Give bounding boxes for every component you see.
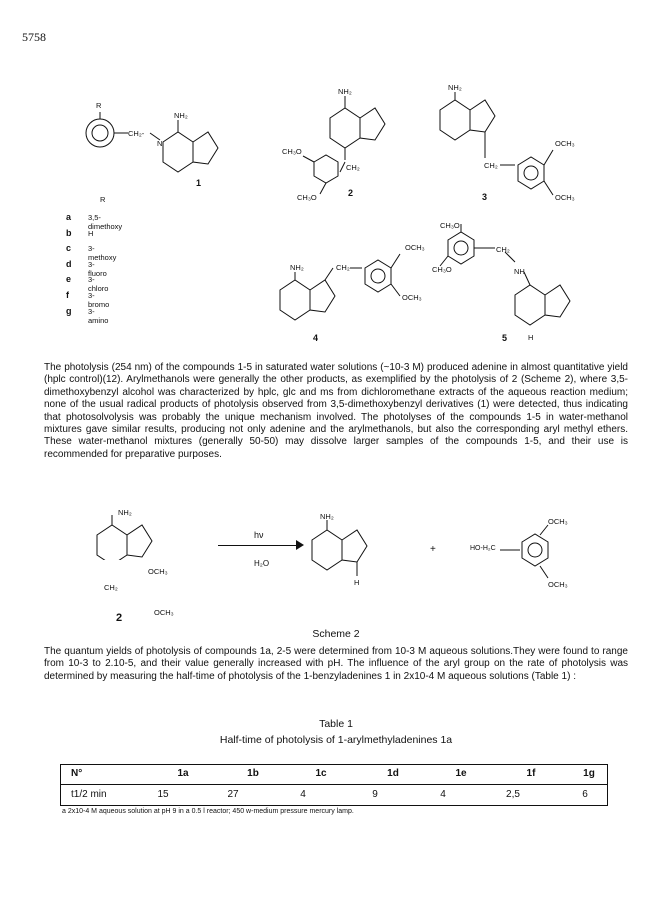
svg-text:CH₃O: CH₃O <box>440 221 460 230</box>
table-header-cell: 1b <box>247 768 259 779</box>
table-value-cell: 6 <box>582 789 588 800</box>
half-time-table <box>60 764 608 806</box>
svg-text:2: 2 <box>348 188 354 198</box>
svg-text:CH₂: CH₂ <box>336 263 350 272</box>
product-och3-top: OCH₃ <box>548 517 568 526</box>
table-header-cell: 1c <box>315 768 327 779</box>
table-value-cell: 4 <box>440 789 446 800</box>
svg-text:NH₂: NH₂ <box>290 263 304 272</box>
paragraph-photolysis: The photolysis (254 nm) of the compounds 1-5 in saturated water solutions (~10-3 M) produced adenine in almost quantitative yield (hplc control)(12). Arylmethanols were generally the other products, as exemplified by the photolysis of 2 (Scheme 2), where 3,5-dimethoxybenzyl alcohol was characterized by hplc, glc and ms from dichloromethane extracts of the aqueous reaction medium; none of the usual radical products of photolysis observed from 3,5-dimethoxybenzyl derivatives (1) were detected, thus indicating that photosolvolysis was probably the unique mechanism involved. The photolyses of the compounds 1-5 in water-methanol mixtures gave similar results, producing not only adenine and the arylmethanols, but also the corresponding aryl methyl ethers. These water-methanol mixtures (generally 50-50) may dissolve larger samples of the compounds 1-5, and their use is recommended for preparative purposes. <box>44 362 628 460</box>
svg-text:NH: NH <box>514 267 525 276</box>
svg-text:NH₂: NH₂ <box>338 87 352 96</box>
svg-text:NH₂: NH₂ <box>448 83 462 92</box>
svg-text:CH₃O: CH₃O <box>432 265 452 274</box>
table-value-cell: 9 <box>372 789 378 800</box>
svg-text:R: R <box>100 195 106 204</box>
svg-text:4: 4 <box>313 333 319 343</box>
svg-text:3: 3 <box>482 192 488 202</box>
svg-text:OCH₃: OCH₃ <box>405 243 425 252</box>
product-och3-bottom: OCH₃ <box>548 580 568 589</box>
svg-text:CH₂: CH₂ <box>496 245 510 254</box>
svg-text:OCH₃: OCH₃ <box>555 193 575 202</box>
table-subtitle: Half-time of photolysis of 1-arylmethyladenines 1a <box>219 734 453 746</box>
svg-text:CH₂: CH₂ <box>346 163 360 172</box>
table-value-cell: 4 <box>300 789 306 800</box>
table-separator <box>61 784 607 785</box>
table-footnote: a 2x10-4 M aqueous solution at pH 9 in a 0.5 l reactor; 450 w-medium pressure mercury lamp. <box>62 808 354 815</box>
table-header-cell: 1f <box>526 768 536 779</box>
paragraph-quantum-yields: The quantum yields of photolysis of compounds 1a, 2-5 were determined from 10-3 M aqueous solutions.They were found to range from 10-3 to 2.10-5, and their value generally increased with pH. The influence of the aryl group on the rate of photolysis was determined by measuring the half-time of photolysis of the 1-benzyladenines 1 in 2x10-4 M aqueous solutions (Table 1) : <box>44 646 628 682</box>
svg-text:H: H <box>528 333 534 342</box>
svg-text:CH₂: CH₂ <box>484 161 498 170</box>
product-nh2: NH₂ <box>320 512 334 521</box>
svg-text:5: 5 <box>502 333 508 343</box>
product-h: H <box>354 578 360 587</box>
scheme2-nh2: NH₂ <box>118 508 132 517</box>
table-value-cell: 2,5 <box>506 789 520 800</box>
scheme2-plus: + <box>430 544 436 555</box>
table-header-cell: 1g <box>583 768 595 779</box>
svg-text:N: N <box>157 139 163 148</box>
scheme2-h2o: H₂O <box>254 559 270 568</box>
svg-text:OCH₃: OCH₃ <box>555 139 575 148</box>
table-row-label: t1/2 min <box>71 789 107 800</box>
page-number: 5758 <box>22 30 46 44</box>
svg-text:OCH₃: OCH₃ <box>402 293 422 302</box>
table-header-cell: 1a <box>177 768 189 779</box>
svg-text:R: R <box>96 101 102 110</box>
scheme2-ch2: CH₂ <box>104 583 118 592</box>
table-title: Table 1 <box>319 718 353 730</box>
product-alcohol: HO-H₂C <box>470 545 496 552</box>
table-header-cell: N° <box>71 768 83 779</box>
table-header-cell: 1e <box>455 768 467 779</box>
scheme2-reactant-number: 2 <box>116 612 123 624</box>
svg-text:NH₂: NH₂ <box>174 111 188 120</box>
scheme2-caption: Scheme 2 <box>312 628 360 640</box>
scheme2-och3-bottom: OCH₃ <box>154 608 174 617</box>
table-value-cell: 15 <box>157 789 169 800</box>
svg-text:CH₃O: CH₃O <box>282 147 302 156</box>
svg-text:1: 1 <box>196 178 202 188</box>
scheme2-och3-top: OCH₃ <box>148 567 168 576</box>
table-header-cell: 1d <box>387 768 399 779</box>
svg-text:CH₃O: CH₃O <box>297 193 317 202</box>
table-value-cell: 27 <box>227 789 239 800</box>
scheme2-hv: hν <box>254 530 264 540</box>
svg-text:CH₂-: CH₂- <box>128 129 145 138</box>
